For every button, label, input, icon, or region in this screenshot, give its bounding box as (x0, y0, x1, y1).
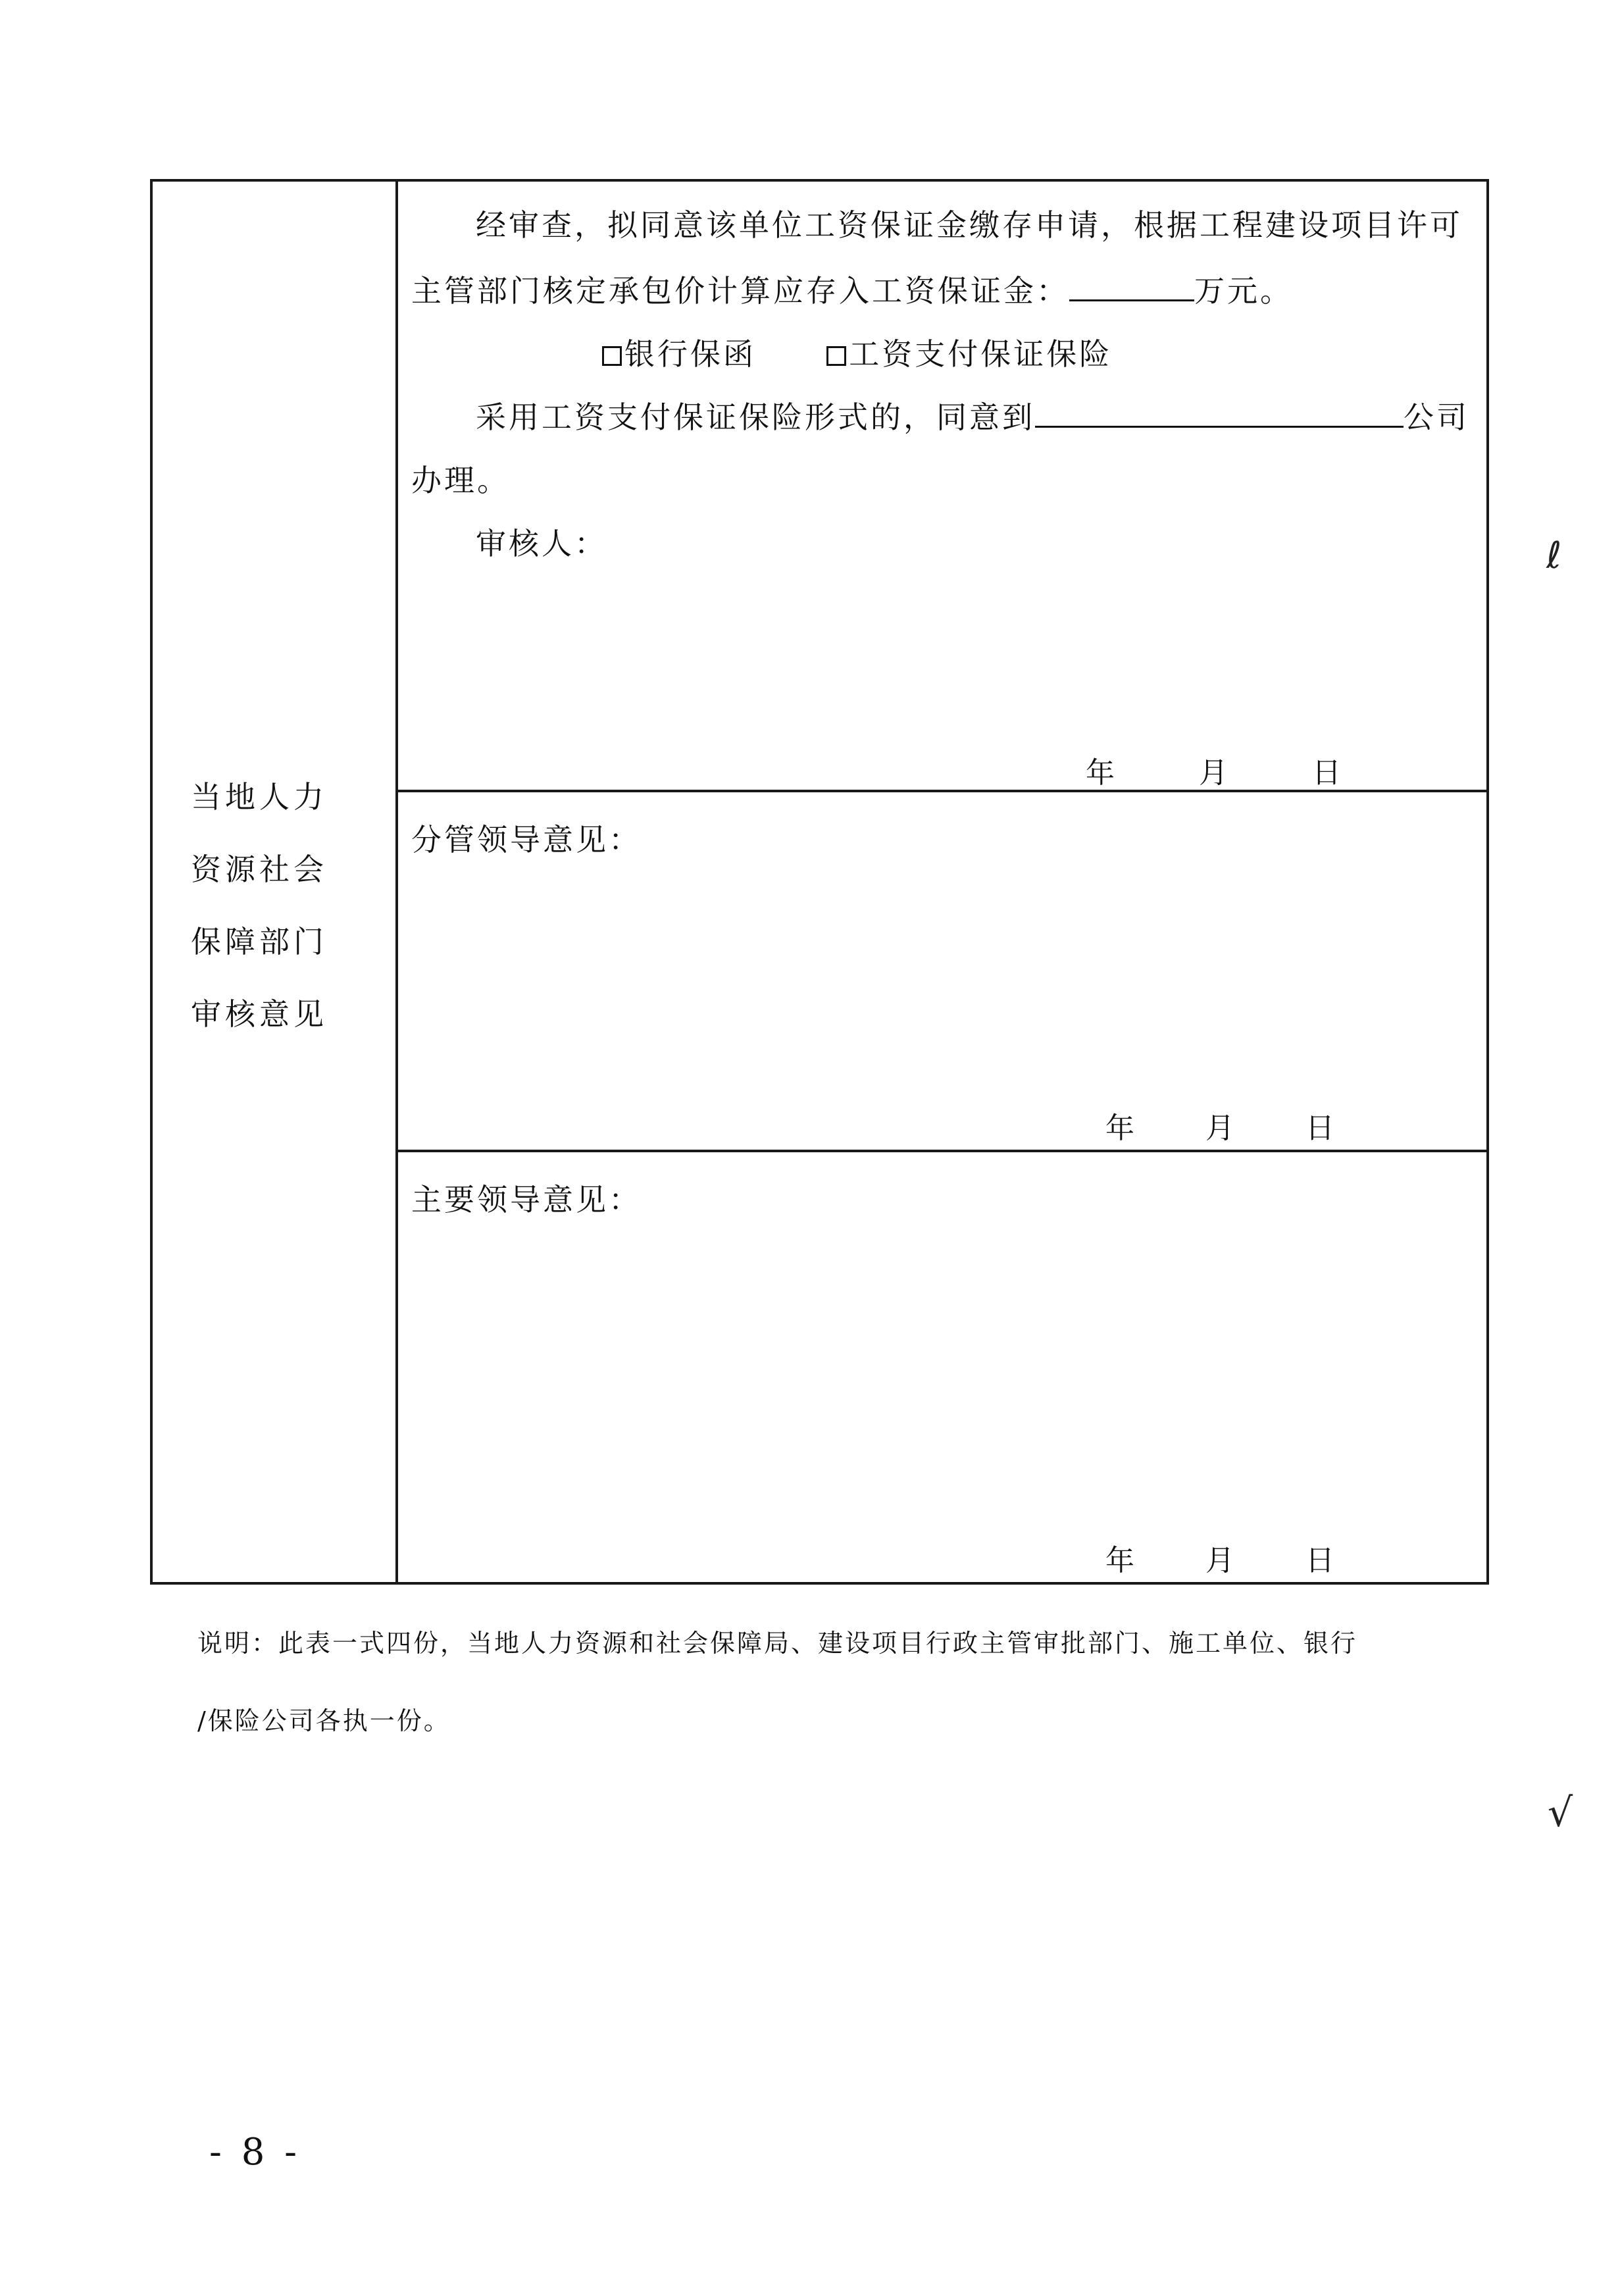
date-year: 年 (1086, 756, 1115, 790)
main-leader-opinion-cell (398, 1152, 1486, 1582)
checkbox-icon[interactable] (826, 346, 846, 366)
branch-leader-opinion-cell (398, 792, 1486, 1152)
date-day: 日 (1305, 1111, 1334, 1145)
department-label-line: 当地人力 (191, 779, 328, 815)
bank-guarantee-label: 银行保函 (624, 336, 756, 372)
date-day: 日 (1305, 1544, 1334, 1577)
department-label-cell (153, 182, 398, 1582)
main-leader-date (1105, 1537, 1334, 1579)
date-month: 月 (1205, 1111, 1234, 1145)
department-label-line: 保障部门 (191, 924, 328, 959)
review-text-line1: 经审查，拟同意该单位工资保证金缴存申请，根据工程建设项目许可 (476, 207, 1463, 243)
review-text-line5: 办理。 (411, 463, 510, 498)
branch-leader-date (1105, 1104, 1334, 1146)
note-line2: /保险公司各执一份。 (197, 1706, 451, 1735)
department-label-line: 审核意见 (191, 996, 328, 1032)
review-opinion-cell (398, 182, 1486, 792)
margin-mark: ℓ (1546, 534, 1562, 577)
checkbox-icon[interactable] (602, 346, 622, 366)
date-day: 日 (1312, 756, 1341, 790)
review-text-line2-suffix: 万元。 (1194, 273, 1293, 309)
review-text-line2 (411, 267, 1293, 311)
review-text-line4-suffix: 公司 (1404, 399, 1469, 435)
reviewer-label: 审核人： (476, 526, 607, 561)
review-text-line4 (476, 394, 1469, 437)
review-text-line4-prefix: 采用工资支付保证保险形式的，同意到 (476, 399, 1035, 435)
bank-guarantee-option[interactable] (602, 336, 756, 372)
review-date (1086, 749, 1341, 791)
page-number: - 8 - (209, 2131, 301, 2174)
date-month: 月 (1205, 1544, 1234, 1577)
guarantee-type-options (602, 330, 1112, 374)
main-leader-label: 主要领导意见： (411, 1182, 642, 1217)
date-year: 年 (1105, 1544, 1134, 1577)
review-text-line2-prefix: 主管部门核定承包价计算应存入工资保证金： (411, 273, 1069, 309)
date-month: 月 (1199, 756, 1228, 790)
margin-check-mark: √ (1548, 1790, 1573, 1836)
insurance-option[interactable] (826, 336, 1112, 372)
date-year: 年 (1105, 1111, 1134, 1145)
branch-leader-label: 分管领导意见： (411, 822, 642, 857)
department-label-line: 资源社会 (191, 852, 328, 887)
approval-form-table (150, 179, 1489, 1585)
insurance-label: 工资支付保证保险 (849, 336, 1113, 372)
deposit-amount-blank[interactable] (1069, 273, 1194, 301)
insurance-company-blank[interactable] (1035, 399, 1404, 428)
note-line1: 说明：此表一式四份，当地人力资源和社会保障局、建设项目行政主管审批部门、施工单位、银行 (197, 1629, 1358, 1658)
department-label (191, 761, 328, 1050)
